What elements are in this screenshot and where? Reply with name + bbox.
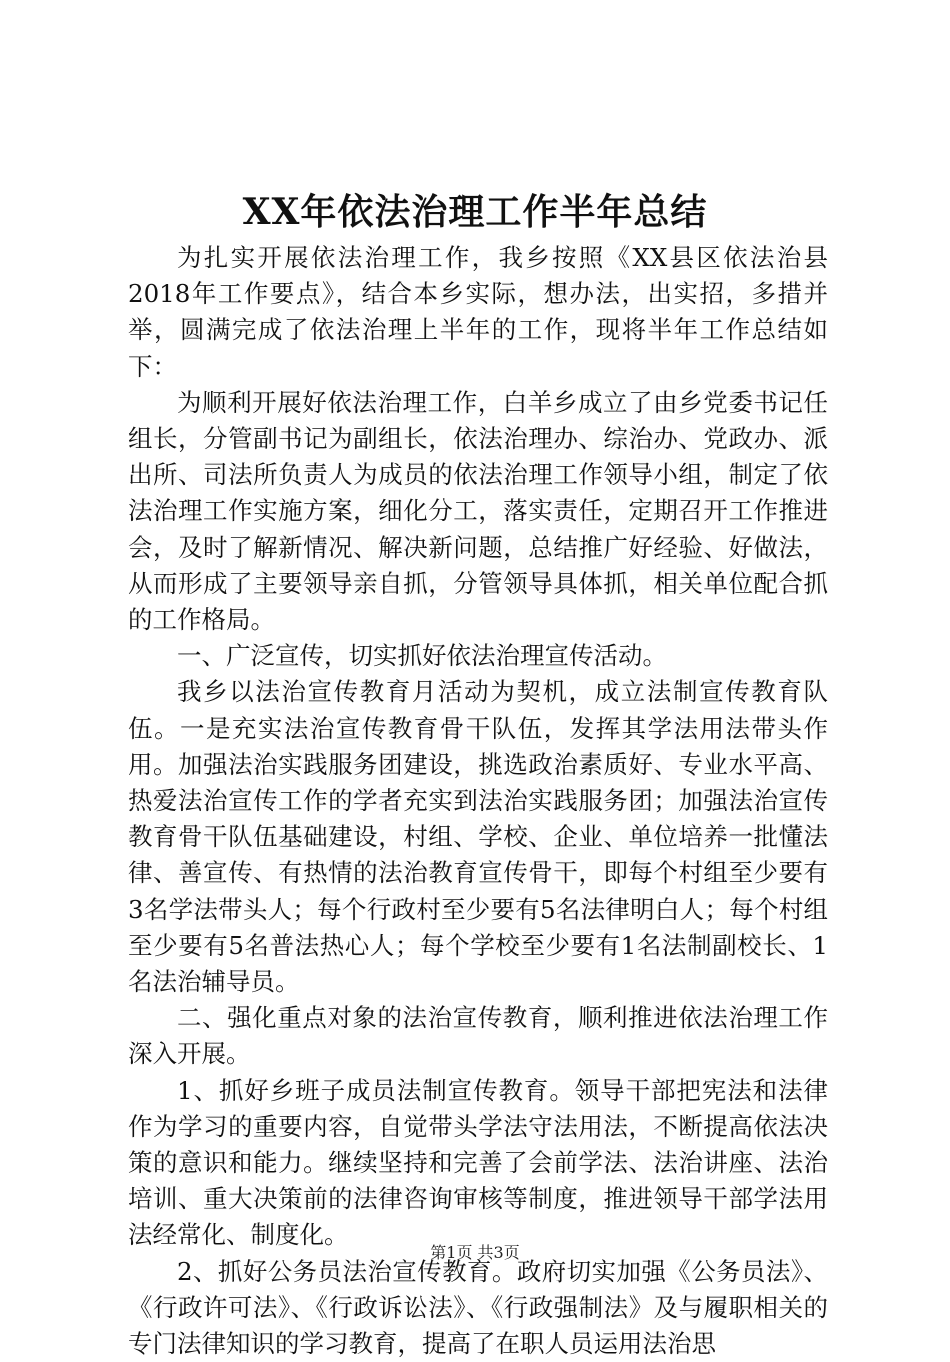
paragraph-civil-servants: 2、抓好公务员法治宣传教育。政府切实加强《公务员法》、《行政许可法》、《行政诉讼法》、《行政强制法》及与履职相关的专门法律知识的学习教育，提高了在职人员运用法治思 — [128, 1256, 828, 1359]
paragraph-publicity: 我乡以法治宣传教育月活动为契机，成立法制宣传教育队伍。一是充实法治宣传教育骨干队伍，发挥其学法用法带头作用。加强法治实践服务团建设，挑选政治素质好、专业水平高、热爱法治宣传工作的学者充实到法治实践服务团；加强法治宣传教育骨干队伍基础建设，村组、学校、企业、单位培养一批懂法律、善宣传、有热情的法治教育宣传骨干，即每个村组至少要有3名学法带头人；每个行政村至少要有5名法律明白人；每个村组至少要有5名普法热心人；每个学校至少要有1名法制副校长、1名法治辅导员。 — [128, 677, 828, 997]
document-title: XX年依法治理工作半年总结 — [242, 191, 708, 233]
document-body — [128, 240, 828, 1362]
section-heading-1: 一、广泛宣传，切实抓好依法治理宣传活动。 — [177, 641, 667, 671]
page-footer: 第1页 共3页 — [430, 1243, 520, 1262]
paragraph-leaders-education: 1、抓好乡班子成员法制宣传教育。领导干部把宪法和法律作为学习的重要内容，自觉带头学法守法用法，不断提高依法决策的意识和能力。继续坚持和完善了会前学法、法治讲座、法治培训、重大决策前的法律咨询审核等制度，推进领导干部学法用法经常化、制度化。 — [128, 1075, 828, 1250]
paragraph-intro: 为扎实开展依法治理工作，我乡按照《XX县区依法治县2018年工作要点》，结合本乡实际，想办法，出实招，多措并举，圆满完成了依法治理上半年的工作，现将半年工作总结如下： — [128, 243, 828, 381]
section-heading-2: 二、强化重点对象的法治宣传教育，顺利推进依法治理工作深入开展。 — [128, 1003, 828, 1069]
paragraph-leadership: 为顺利开展好依法治理工作，白羊乡成立了由乡党委书记任组长，分管副书记为副组长，依法治理办、综治办、党政办、派出所、司法所负责人为成员的依法治理工作领导小组，制定了依法治理工作实施方案，细化分工，落实责任，定期召开工作推进会，及时了解新情况、解决新问题，总结推广好经验、好做法，从而形成了主要领导亲自抓，分管领导具体抓，相关单位配合抓的工作格局。 — [128, 387, 828, 635]
